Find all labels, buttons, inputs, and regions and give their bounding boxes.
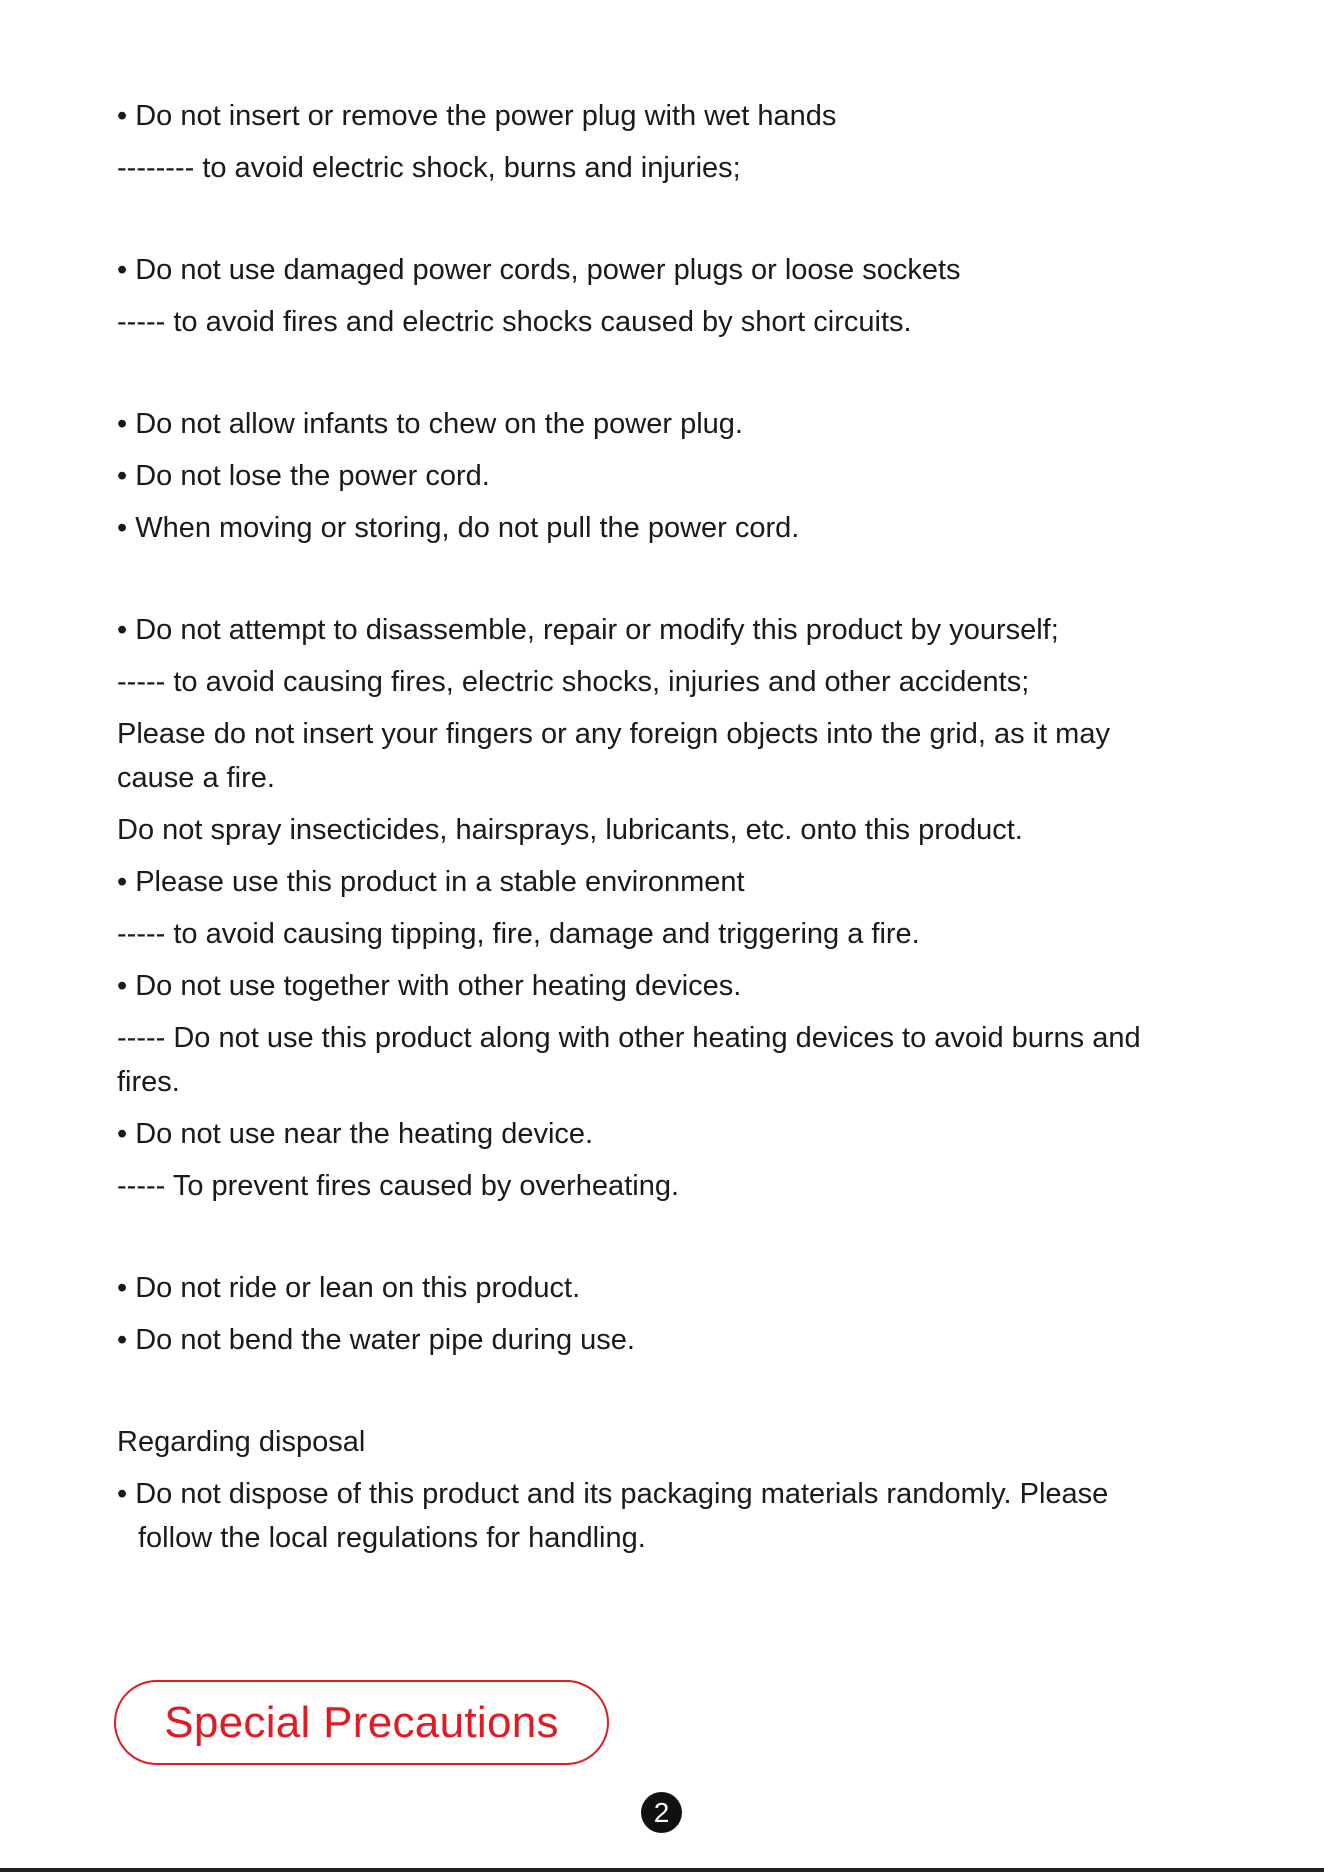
- text-line: • Do not ride or lean on this product.: [117, 1272, 581, 1304]
- text-line: • Please use this product in a stable environment: [117, 866, 745, 898]
- page-number: 2: [653, 1796, 670, 1828]
- bottom-divider: [0, 1868, 1324, 1872]
- text-line: cause a fire.: [117, 762, 275, 794]
- text-line: ----- To prevent fires caused by overheating.: [117, 1170, 680, 1202]
- section-heading: Special Precautions: [164, 1697, 559, 1747]
- text-line: • Do not attempt to disassemble, repair or modify this product by yourself;: [117, 614, 1059, 646]
- disposal-heading: Regarding disposal: [117, 1426, 366, 1458]
- text-line: • Do not use damaged power cords, power plugs or loose sockets: [117, 254, 961, 286]
- special-precautions-heading-box: [114, 1680, 609, 1765]
- text-line: • Do not bend the water pipe during use.: [117, 1324, 635, 1356]
- text-line: ----- Do not use this product along with other heating devices to avoid burns and: [117, 1022, 1141, 1054]
- text-line: • Do not use together with other heating devices.: [117, 970, 742, 1002]
- text-line: • Do not lose the power cord.: [117, 460, 490, 492]
- text-line: ----- to avoid causing tipping, fire, damage and triggering a fire.: [117, 918, 920, 950]
- text-line: -------- to avoid electric shock, burns and injuries;: [117, 152, 741, 184]
- text-line: Please do not insert your fingers or any foreign objects into the grid, as it may: [117, 718, 1110, 750]
- text-line: Do not spray insecticides, hairsprays, lubricants, etc. onto this product.: [117, 814, 1023, 846]
- text-line: follow the local regulations for handling.: [138, 1522, 646, 1554]
- text-line: ----- to avoid fires and electric shocks caused by short circuits.: [117, 306, 912, 338]
- text-line: • Do not insert or remove the power plug with wet hands: [117, 100, 837, 132]
- text-line: ----- to avoid causing fires, electric shocks, injuries and other accidents;: [117, 666, 1030, 698]
- text-line: • Do not dispose of this product and its packaging materials randomly. Please: [117, 1478, 1109, 1510]
- text-line: • Do not use near the heating device.: [117, 1118, 594, 1150]
- text-line: fires.: [117, 1066, 180, 1098]
- text-line: • Do not allow infants to chew on the power plug.: [117, 408, 743, 440]
- page-number-badge: [641, 1792, 682, 1833]
- text-line: • When moving or storing, do not pull the power cord.: [117, 512, 800, 544]
